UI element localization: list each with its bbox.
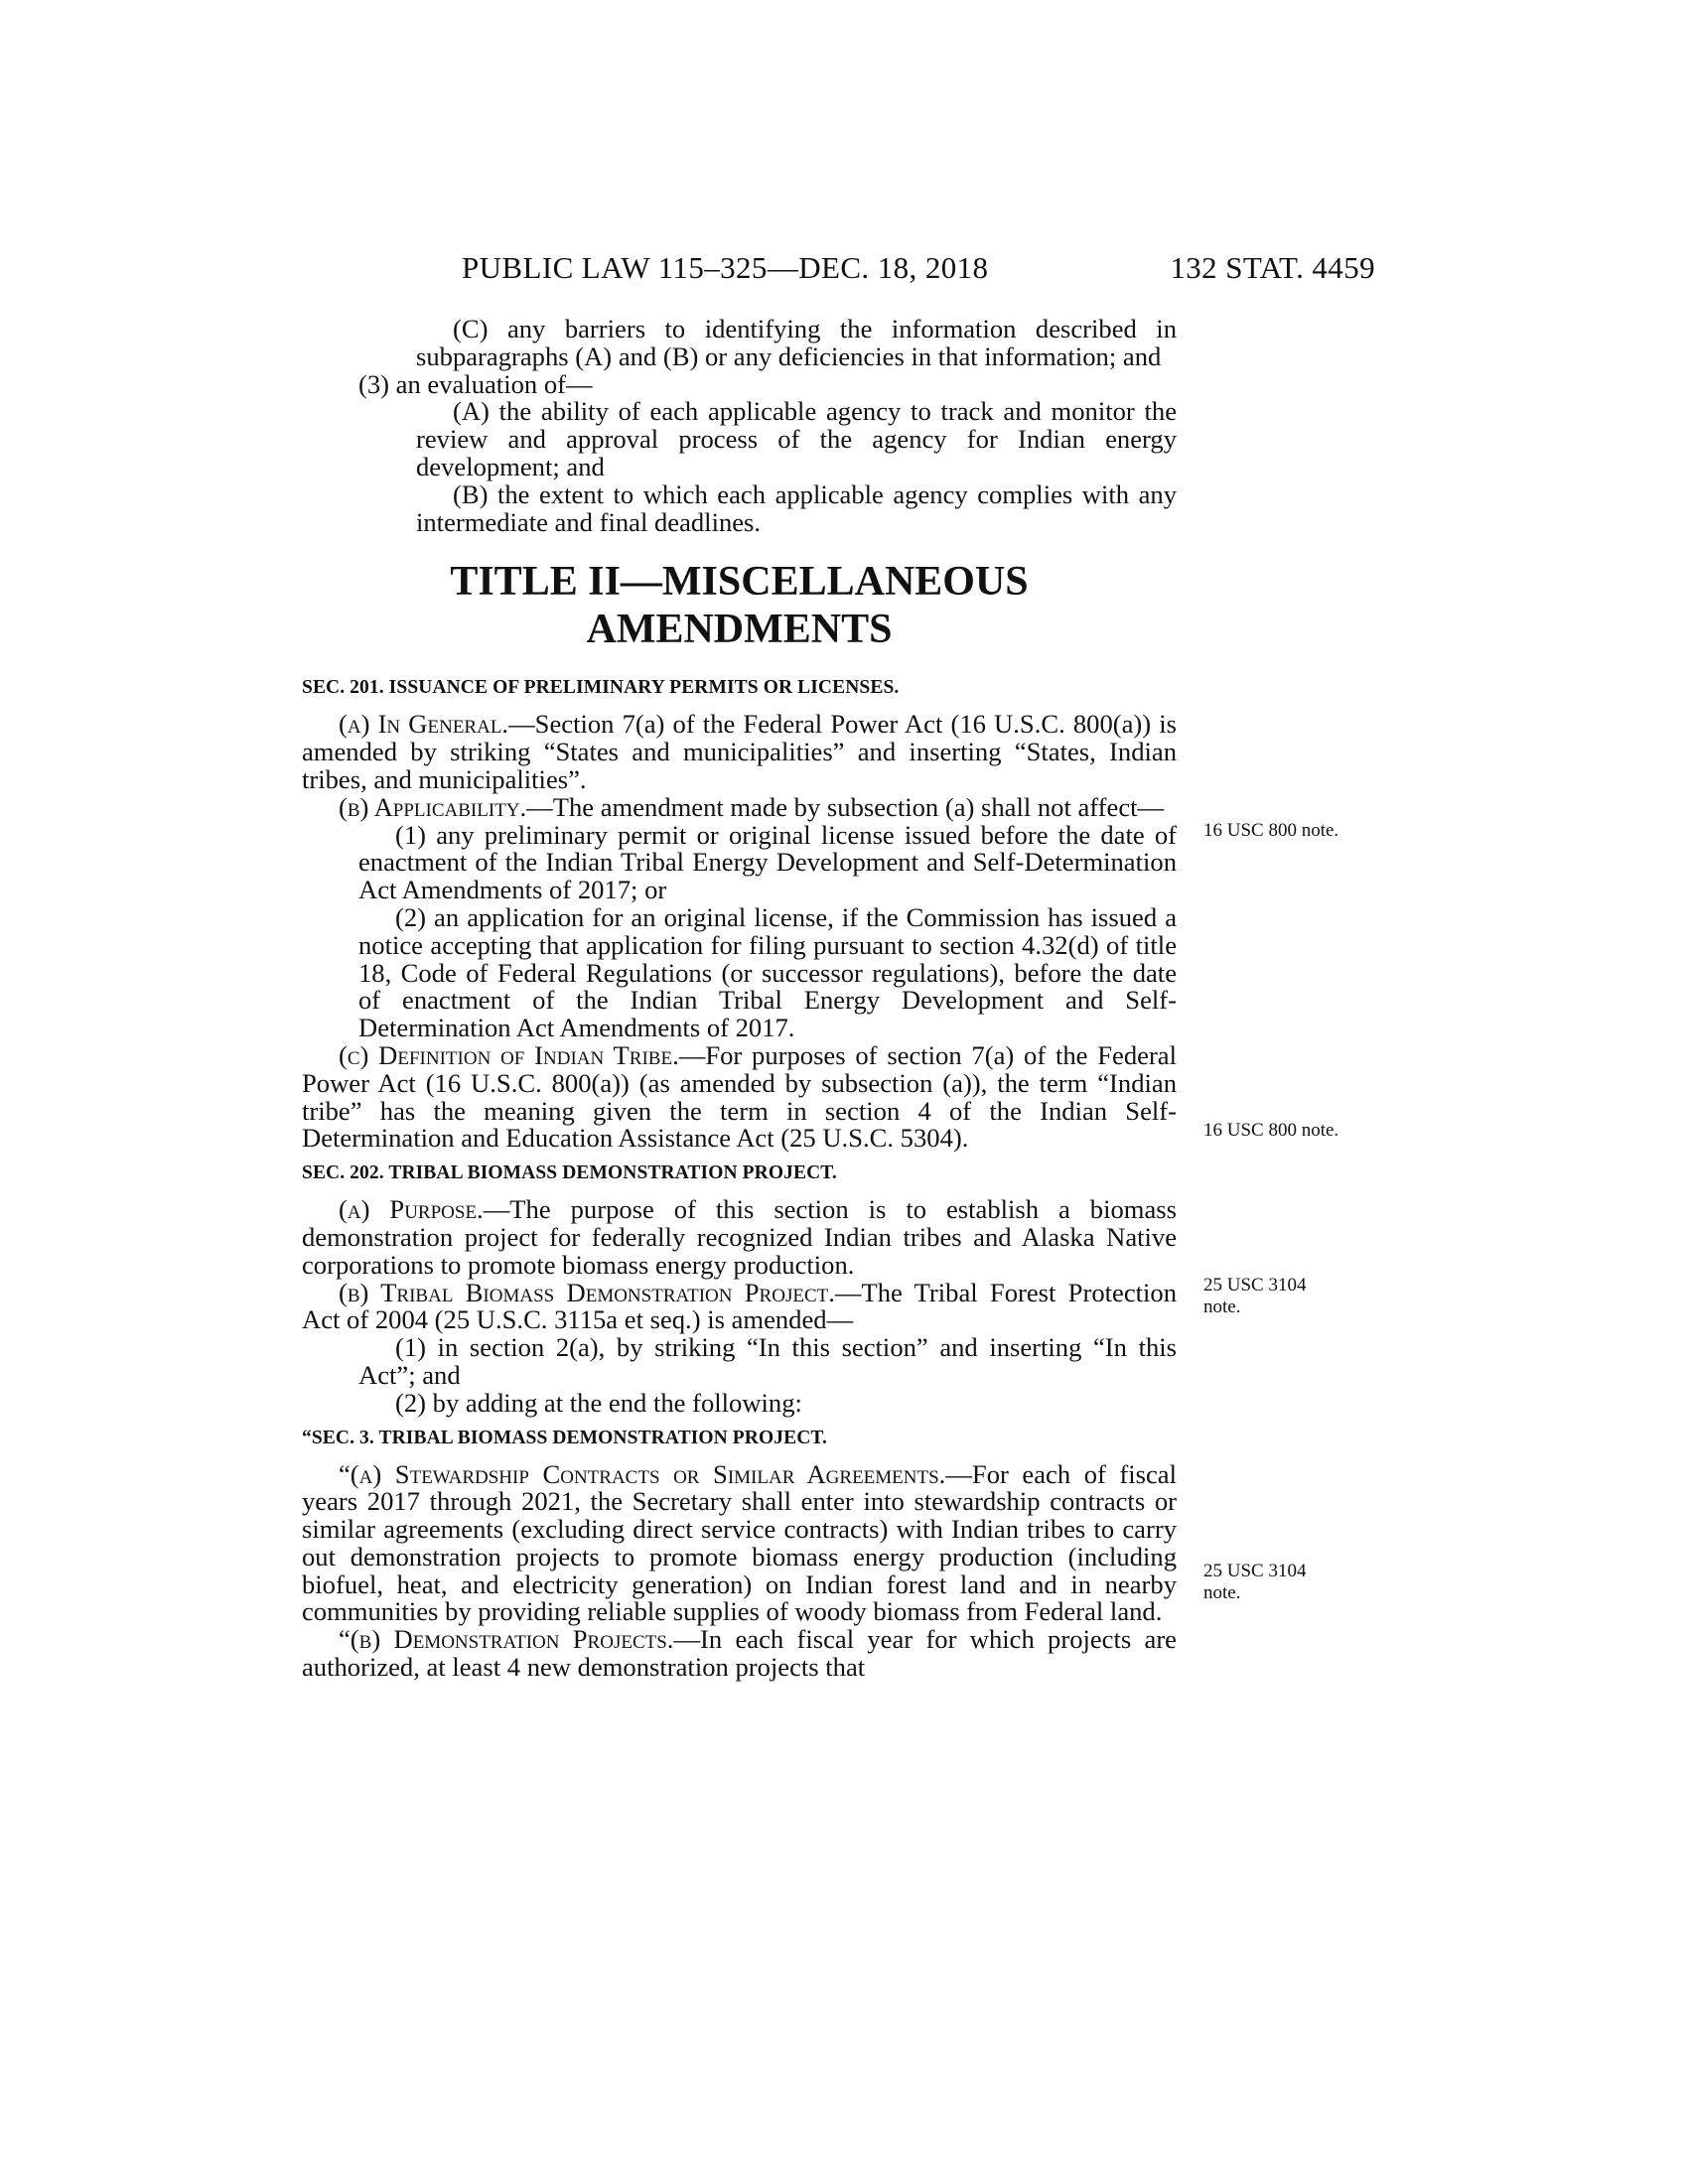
- sec-201-a-label: (a) In General.: [339, 709, 509, 740]
- body-text: [302, 316, 1177, 1682]
- sec-3-heading: “SEC. 3. TRIBAL BIOMASS DEMONSTRATION PROJECT.: [302, 1427, 828, 1448]
- sec-201-c: [302, 1039, 1177, 1154]
- sec-201-b: [302, 791, 1177, 822]
- sec-201-heading: SEC. 201. ISSUANCE OF PRELIMINARY PERMITS OR LICENSES.: [302, 677, 900, 699]
- header-law: PUBLIC LAW 115–325—DEC. 18, 2018: [462, 250, 989, 285]
- title-line-1: TITLE II—MISCELLANEOUS: [450, 559, 1029, 606]
- sec-201-b1: (1) any preliminary permit or original license issued before the date of enactment of the Indian Tribal Energy Development and Self-Determination Act Amendments of 2017; or: [358, 819, 1177, 905]
- sec-202-b1: (1) in section 2(a), by striking “In this section” and inserting “In this Act”; and: [358, 1332, 1177, 1390]
- sec-202-a: [302, 1196, 1177, 1279]
- sec-201-c-text: —For purposes of section 7(a) of the Federal Power Act (16 U.S.C. 800(a)) (as amended by subsection (a)), the term “Indian tribe” has the meaning given the term in section 4 of the Indian Self-Determination and Education Assistance Act (25 U.S.C. 5304).: [302, 1039, 1177, 1154]
- sec-202-b: [302, 1277, 1177, 1335]
- sec-201-b-text: —The amendment made by subsection (a) shall not affect—: [526, 791, 1165, 822]
- running-head: [462, 246, 1375, 290]
- margin-note-25usc-2: 25 USC 3104 note.: [1203, 1561, 1307, 1603]
- sec-202-a-label: (a) Purpose.: [339, 1194, 484, 1225]
- sec-3-b: [302, 1626, 1177, 1682]
- margin-note-25usc-1: 25 USC 3104 note.: [1203, 1275, 1307, 1317]
- sec-202-b-text: —The Tribal Forest Protection Act of 2004 (25 U.S.C. 3115a et seq.) is amended—: [302, 1277, 1177, 1335]
- title-heading: [302, 558, 1177, 653]
- sec-202-a-text: —The purpose of this section is to establish a biomass demonstration project for federally recognized Indian tribes and Alaska Native corporations to promote biomass energy production.: [302, 1194, 1177, 1280]
- para-a-ability: (A) the ability of each applicable agency to track and monitor the review and approval process of the agency for Indian energy development; and: [416, 396, 1177, 481]
- sec-3-a: [302, 1458, 1178, 1627]
- margin-note-16usc-2: 16 USC 800 note.: [1203, 1120, 1339, 1141]
- para-c-barriers: (C) any barriers to identifying the information described in subparagraphs (A) and (B) or any deficiencies in that information; and: [416, 314, 1177, 371]
- sec-3-b-text: —In each fiscal year for which projects are authorized, at least 4 new demonstration projects that: [302, 1624, 1177, 1683]
- sec-3-a-text: —For each of fiscal years 2017 through 2021, the Secretary shall enter into stewardship contracts or similar agreements (excluding direct service contracts) with Indian tribes to carry out demonstration projects to promote biomass energy production (including biofuel, heat, and electricity generation) on Indian forest land and in nearby communities by providing reliable supplies of woody biomass from Federal land.: [302, 1458, 1178, 1627]
- sec-202-b-label: (b) Tribal Biomass Demonstration Project.: [339, 1277, 835, 1307]
- header-stat: 132 STAT. 4459: [1170, 250, 1375, 285]
- margin-note-16usc-1: 16 USC 800 note.: [1203, 820, 1339, 841]
- sec-201-c-label: (c) Definition of Indian Tribe.: [339, 1039, 679, 1070]
- sec-201-b2: (2) an application for an original license, if the Commission has issued a notice accepting that application for filing pursuant to section 4.32(d) of title 18, Code of Federal Regulations (or successor regulations), before the date of enactment of the Indian Tribal Energy Development and Self-Determination Act Amendments of 2017.: [358, 901, 1177, 1043]
- title-line-2: AMENDMENTS: [586, 607, 893, 653]
- para-b-extent: (B) the extent to which each applicable agency complies with any intermediate and final deadlines.: [416, 478, 1177, 537]
- sec-202-b2: (2) by adding at the end the following:: [395, 1387, 802, 1418]
- sec-3-b-label: “(b) Demonstration Projects.: [339, 1624, 674, 1655]
- sec-3-a-label: “(a) Stewardship Contracts or Similar Agreements.: [339, 1458, 946, 1489]
- sec-202-heading: SEC. 202. TRIBAL BIOMASS DEMONSTRATION PROJECT.: [302, 1162, 837, 1184]
- sec-201-b-label: (b) Applicability.: [339, 791, 527, 822]
- sec-201-a-text: —Section 7(a) of the Federal Power Act (16 U.S.C. 800(a)) is amended by striking “States and municipalities” and inserting “States, Indian tribes, and municipalities”.: [302, 709, 1178, 794]
- para-3-evaluation: (3) an evaluation of—: [358, 368, 593, 399]
- sec-201-a: [302, 711, 1177, 793]
